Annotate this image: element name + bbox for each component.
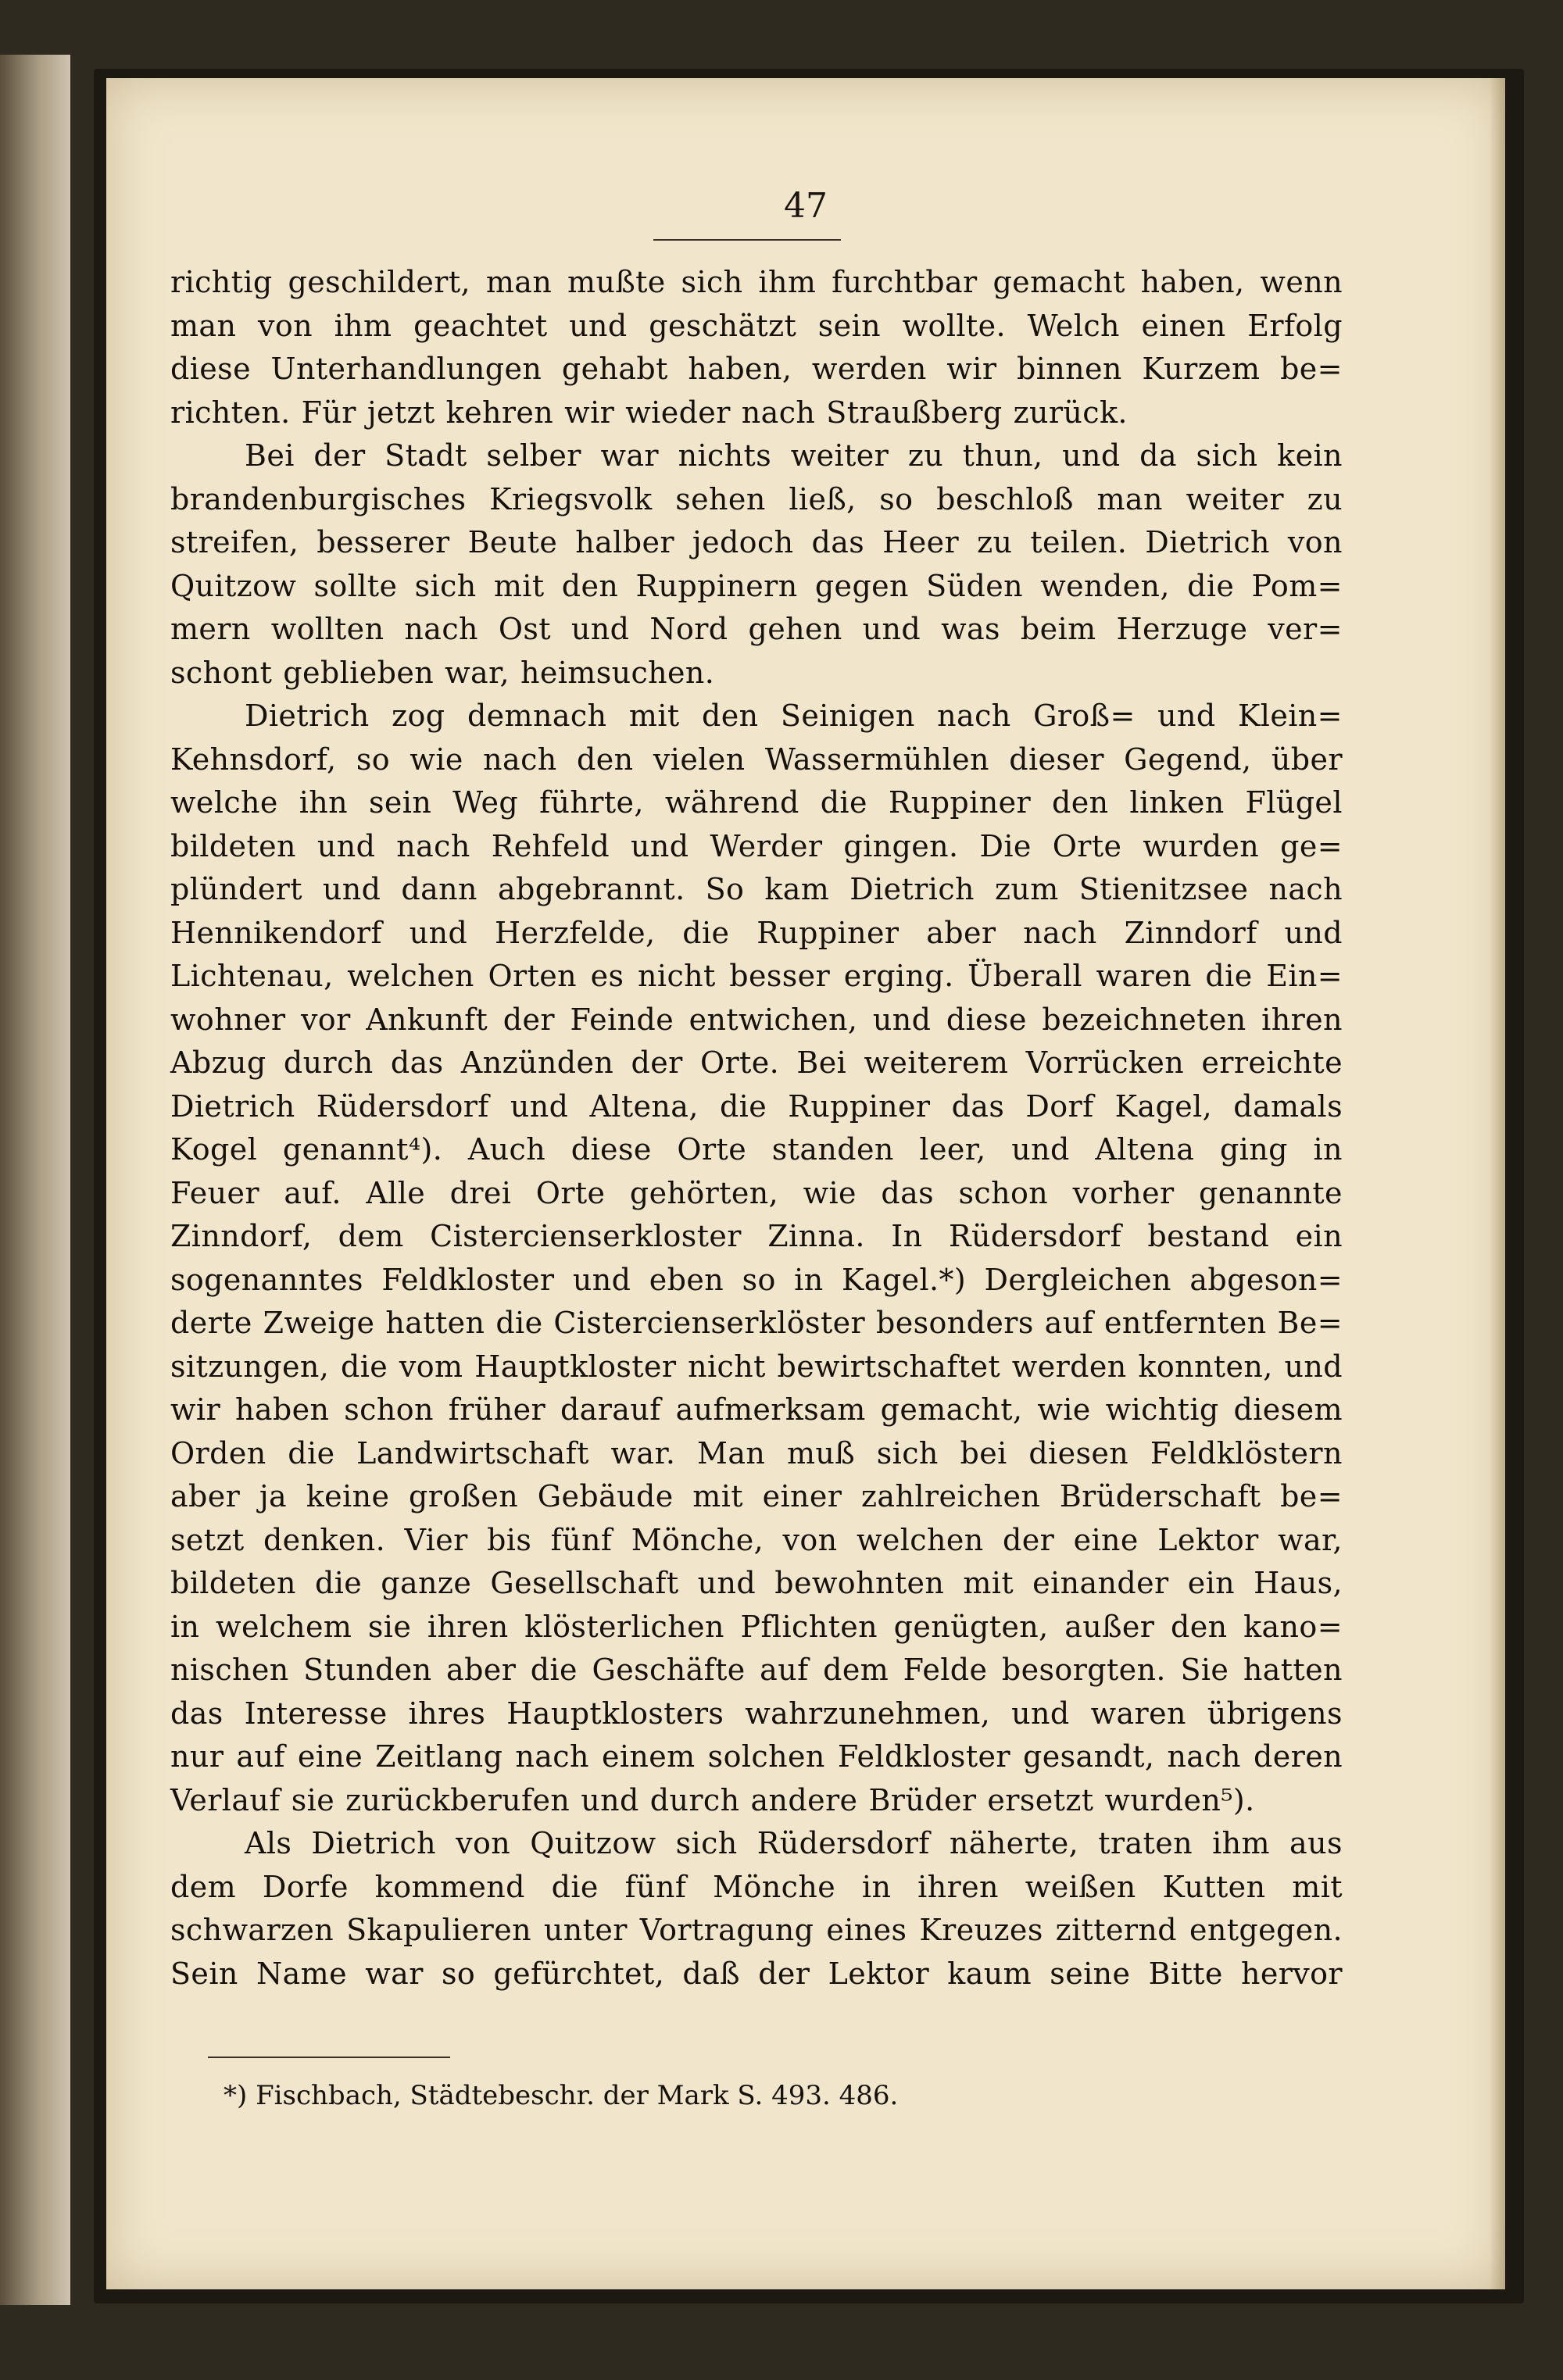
previous-page-edge	[0, 55, 70, 2305]
text-line: man von ihm geachtet und geschätzt sein wollte. Welch einen Erfolg	[170, 308, 1343, 343]
text-line: Kehnsdorf, so wie nach den vielen Wassermühlen dieser Gegend, über	[170, 742, 1343, 777]
text-line: bildeten und nach Rehfeld und Werder gingen. Die Orte wurden ge=	[170, 828, 1343, 863]
text-line: welche ihn sein Weg führte, während die Ruppiner den linken Flügel	[170, 785, 1343, 820]
text-line: derte Zweige hatten die Cistercienserklöster besonders auf entfernten Be=	[170, 1306, 1343, 1340]
text-line: brandenburgisches Kriegsvolk sehen ließ, so beschloß man weiter zu	[170, 481, 1343, 516]
text-line: Quitzow sollte sich mit den Ruppinern gegen Süden wenden, die Pom=	[170, 568, 1343, 603]
book-page	[106, 78, 1505, 2289]
text-line: in welchem sie ihren klösterlichen Pflichten genügten, außer den kano=	[170, 1609, 1343, 1644]
text-line: Orden die Landwirtschaft war. Man muß sich bei diesen Feldklöstern	[170, 1435, 1343, 1471]
page-fore-edge	[1490, 78, 1505, 2289]
text-line: bildeten die ganze Gesellschaft und bewohnten mit einander ein Haus,	[170, 1566, 1343, 1600]
text-line: richten. Für jetzt kehren wir wieder nach Straußberg zurück.	[170, 395, 1128, 430]
text-line: mern wollten nach Ost und Nord gehen und was beim Herzuge ver=	[170, 612, 1343, 646]
text-line: wir haben schon früher darauf aufmerksam gemacht, wie wichtig diesem	[170, 1392, 1343, 1427]
text-line: diese Unterhandlungen gehabt haben, werden wir binnen Kurzem be=	[170, 352, 1343, 386]
text-line: schwarzen Skapulieren unter Vortragung eines Kreuzes zitternd entgegen.	[170, 1913, 1343, 1947]
text-line: schont geblieben war, heimsuchen.	[170, 655, 715, 690]
footnote-rule	[208, 2057, 450, 2058]
text-line: dem Dorfe kommend die fünf Mönche in ihren weißen Kutten mit	[170, 1869, 1343, 1904]
text-line: streifen, besserer Beute halber jedoch das Heer zu teilen. Dietrich von	[170, 525, 1343, 559]
text-line: setzt denken. Vier bis fünf Mönche, von welchen der eine Lektor war,	[170, 1522, 1343, 1557]
text-line: Zinndorf, dem Cistercienserkloster Zinna. In Rüdersdorf bestand ein	[170, 1219, 1343, 1253]
text-line: richtig geschildert, man mußte sich ihm furchtbar gemacht haben, wenn	[170, 265, 1343, 299]
text-line: Feuer auf. Alle drei Orte gehörten, wie das schon vorher genannte	[170, 1175, 1343, 1210]
page-number: 47	[784, 186, 828, 226]
text-line: Hennikendorf und Herzfelde, die Ruppiner aber nach Zinndorf und	[170, 915, 1343, 950]
text-line: Kogel genannt⁴). Auch diese Orte standen leer, und Altena ging in	[170, 1132, 1343, 1167]
text-line: Als Dietrich von Quitzow sich Rüdersdorf näherte, traten ihm aus	[245, 1826, 1343, 1860]
text-line: nischen Stunden aber die Geschäfte auf dem Felde besorgten. Sie hatten	[170, 1653, 1343, 1687]
body-text	[170, 261, 1343, 1996]
text-line: Verlauf sie zurückberufen und durch andere Brüder ersetzt wurden⁵).	[170, 1782, 1255, 1817]
text-line: wohner vor Ankunft der Feinde entwichen, und diese bezeichneten ihren	[170, 1002, 1343, 1037]
text-line: Lichtenau, welchen Orten es nicht besser erging. Überall waren die Ein=	[170, 959, 1343, 993]
text-line: das Interesse ihres Hauptklosters wahrzunehmen, und waren übrigens	[170, 1696, 1343, 1731]
text-line: Bei der Stadt selber war nichts weiter zu thun, und da sich kein	[245, 438, 1343, 473]
text-line: Dietrich Rüdersdorf und Altena, die Ruppiner das Dorf Kagel, damals	[170, 1088, 1343, 1124]
text-line: aber ja keine großen Gebäude mit einer zahlreichen Brüderschaft be=	[170, 1479, 1343, 1513]
text-line: plündert und dann abgebrannt. So kam Dietrich zum Stienitzsee nach	[170, 872, 1343, 906]
footnote: *) Fischbach, Städtebeschr. der Mark S. 493. 486.	[224, 2080, 899, 2111]
text-line: Abzug durch das Anzünden der Orte. Bei weiterem Vorrücken erreichte	[170, 1045, 1343, 1080]
text-line: nur auf eine Zeitlang nach einem solchen Feldkloster gesandt, nach deren	[170, 1739, 1343, 1774]
text-line: sogenanntes Feldkloster und eben so in Kagel.*) Dergleichen abgeson=	[170, 1262, 1343, 1297]
text-line: Dietrich zog demnach mit den Seinigen nach Groß= und Klein=	[245, 699, 1343, 733]
text-line: Sein Name war so gefürchtet, daß der Lektor kaum seine Bitte hervor	[170, 1956, 1343, 1991]
text-line: sitzungen, die vom Hauptkloster nicht bewirtschaftet werden konnten, und	[170, 1349, 1343, 1384]
header-rule	[653, 239, 841, 241]
